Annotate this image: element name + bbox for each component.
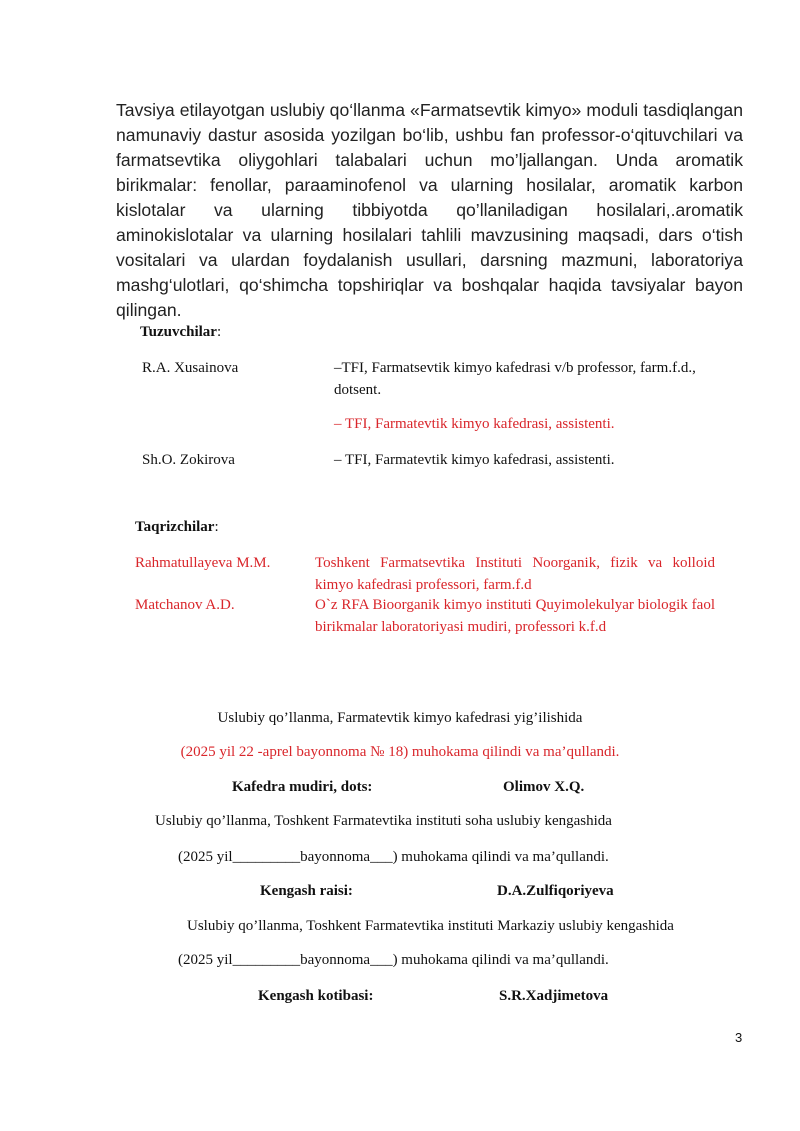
- author-role-1: –TFI, Farmatsevtik kimyo kafedrasi v/b professor, farm.f.d., dotsent.: [334, 360, 696, 398]
- author-role-3: – TFI, Farmatevtik kimyo kafedrasi, assistenti.: [334, 452, 615, 468]
- central-protocol-line: (2025 yil_________bayonnoma___) muhokama qilindi va ma’qullandi.: [178, 952, 609, 968]
- author-role-2: – TFI, Farmatevtik kimyo kafedrasi, assistenti.: [334, 416, 615, 432]
- authors-heading: [140, 321, 221, 343]
- field-council-line: Uslubiy qo’llanma, Toshkent Farmatevtika instituti soha uslubiy kengashida: [155, 813, 612, 829]
- field-chair-name: D.A.Zulfiqoriyeva: [497, 883, 614, 899]
- reviewer-role-1: Toshkent Farmatsevtika Instituti Noorganik, fizik va kolloid kimyo kafedrasi professori, farm.f.d: [315, 555, 715, 593]
- dept-head-label: Kafedra mudiri, dots:: [232, 779, 373, 795]
- central-secretary-name: S.R.Xadjimetova: [499, 988, 609, 1004]
- reviewer-name-2: Matchanov A.D.: [135, 597, 235, 613]
- field-protocol-line: (2025 yil_________bayonnoma___) muhokama qilindi va ma’qullandi.: [178, 849, 609, 865]
- authors-heading-text: Tuzuvchilar: [140, 324, 217, 340]
- reviewer-name-1: Rahmatullayeva M.M.: [135, 555, 271, 571]
- reviewers-heading-colon: :: [214, 519, 219, 535]
- dept-head-name: Olimov X.Q.: [503, 779, 585, 795]
- central-council-line: Uslubiy qo’llanma, Toshkent Farmatevtika instituti Markaziy uslubiy kengashida: [187, 918, 674, 934]
- reviewers-heading-text: Taqrizchilar: [135, 519, 215, 535]
- field-chair-label: Kengash raisi:: [260, 883, 353, 899]
- page-number: 3: [735, 1030, 743, 1045]
- intro-paragraph: Tavsiya etilayotgan uslubiy qo‘llanma «Farmatsevtik kimyo» moduli tasdiqlangan namunaviy dastur asosida yozilgan bo‘lib, ushbu fan professor-o‘qituvchilari va farmatsevtika oliygohlari talabalari uchun mo’ljallangan. Unda aromatik birikmalar: fenollar, paraaminofenol va ularning hosilalar, aromatik karbon kislotalar va ularning tibbiyotda qo’llaniladigan hosilalari,.aromatik aminokislotalar va ularning hosilalari tahlili mavzusining maqsadi, dars o‘tish vositalari va ulardan foydalanish usullari, darsning mazmuni, laboratoriya mashg‘ulotlari, qo‘shimcha topshiriqlar va boshqalar haqida tavsiyalar bayon qilingan.: [116, 100, 743, 320]
- reviewers-heading: [135, 516, 219, 538]
- dept-meeting-line: Uslubiy qo’llanma, Farmatevtik kimyo kafedrasi yig’ilishida: [217, 710, 583, 726]
- reviewer-role-2: O`z RFA Bioorganik kimyo instituti Quyimolekulyar biologik faol birikmalar laboratoriyasi mudiri, professori k.f.d: [315, 597, 715, 635]
- central-secretary-label: Kengash kotibasi:: [258, 988, 374, 1004]
- author-name-1: R.A. Xusainova: [142, 360, 239, 376]
- dept-protocol-line: (2025 yil 22 -aprel bayonnoma № 18) muhokama qilindi va ma’qullandi.: [180, 744, 620, 760]
- authors-heading-colon: :: [216, 324, 222, 340]
- author-name-3: Sh.O. Zokirova: [142, 452, 235, 468]
